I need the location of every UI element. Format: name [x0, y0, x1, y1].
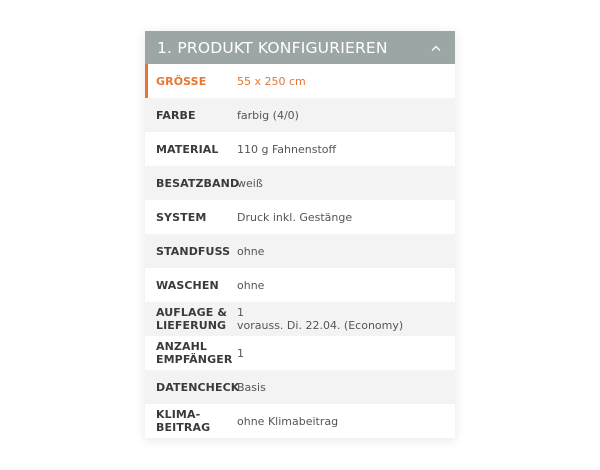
config-row-value-line: 1 — [237, 346, 244, 360]
config-row[interactable] — [145, 166, 455, 200]
chevron-up-icon[interactable] — [429, 41, 443, 55]
config-row-value-line: 1 — [237, 306, 244, 319]
config-row-label: KLIMA-BEITRAG — [156, 408, 211, 434]
config-row[interactable] — [145, 64, 455, 98]
config-row-value-line: ohne — [237, 278, 265, 292]
config-row-value — [237, 75, 306, 88]
config-row[interactable] — [145, 132, 455, 166]
config-section-header[interactable] — [145, 31, 455, 64]
config-row-value — [237, 109, 299, 122]
config-row-value — [237, 279, 264, 292]
config-row-value — [237, 245, 264, 258]
config-row-label: ANZAHL EMPFÄNGER — [156, 340, 233, 366]
config-row-label: MATERIAL — [156, 142, 219, 156]
config-row-value-line: ohne Klimabeitrag — [237, 414, 339, 428]
config-row-value-line: farbig (4/0) — [237, 108, 299, 122]
config-row-value — [237, 306, 403, 332]
config-row-value — [237, 211, 352, 224]
config-row[interactable] — [145, 200, 455, 234]
config-row-value — [237, 381, 266, 394]
config-row[interactable] — [145, 234, 455, 268]
section-title: 1. PRODUKT KONFIGURIEREN — [157, 38, 388, 57]
config-row-label: SYSTEM — [156, 210, 207, 224]
config-row-label: FARBE — [156, 108, 196, 122]
config-row-value — [237, 177, 263, 190]
config-row-label: AUFLAGE & LIEFERUNG — [156, 306, 228, 332]
config-row-label: BESATZBAND — [156, 176, 240, 190]
config-row-value-line: Druck inkl. Gestänge — [237, 210, 353, 224]
config-row-label: STANDFUSS — [156, 244, 231, 258]
config-row-value — [237, 143, 336, 156]
config-row-value-line: vorauss. Di. 22.04. (Economy) — [237, 319, 404, 332]
config-row-label: DATENCHECK — [156, 380, 240, 394]
config-row-value-line: ohne — [237, 244, 265, 258]
config-row[interactable] — [145, 98, 455, 132]
config-row[interactable] — [145, 370, 455, 404]
product-config-panel — [145, 31, 455, 438]
config-row-value-line: weiß — [237, 176, 263, 190]
config-row-value-line: 110 g Fahnenstoff — [237, 142, 337, 156]
config-row[interactable] — [145, 268, 455, 302]
config-row-value-line: Basis — [237, 380, 266, 394]
config-row[interactable] — [145, 404, 455, 438]
config-row[interactable] — [145, 302, 455, 336]
config-row-label: WASCHEN — [156, 278, 219, 292]
config-row-value — [237, 347, 244, 360]
config-row-label: GRÖSSE — [156, 74, 207, 88]
config-row-value — [237, 415, 338, 428]
config-row-value-line: 55 x 250 cm — [237, 74, 306, 88]
config-rows — [145, 64, 455, 438]
config-row[interactable] — [145, 336, 455, 370]
